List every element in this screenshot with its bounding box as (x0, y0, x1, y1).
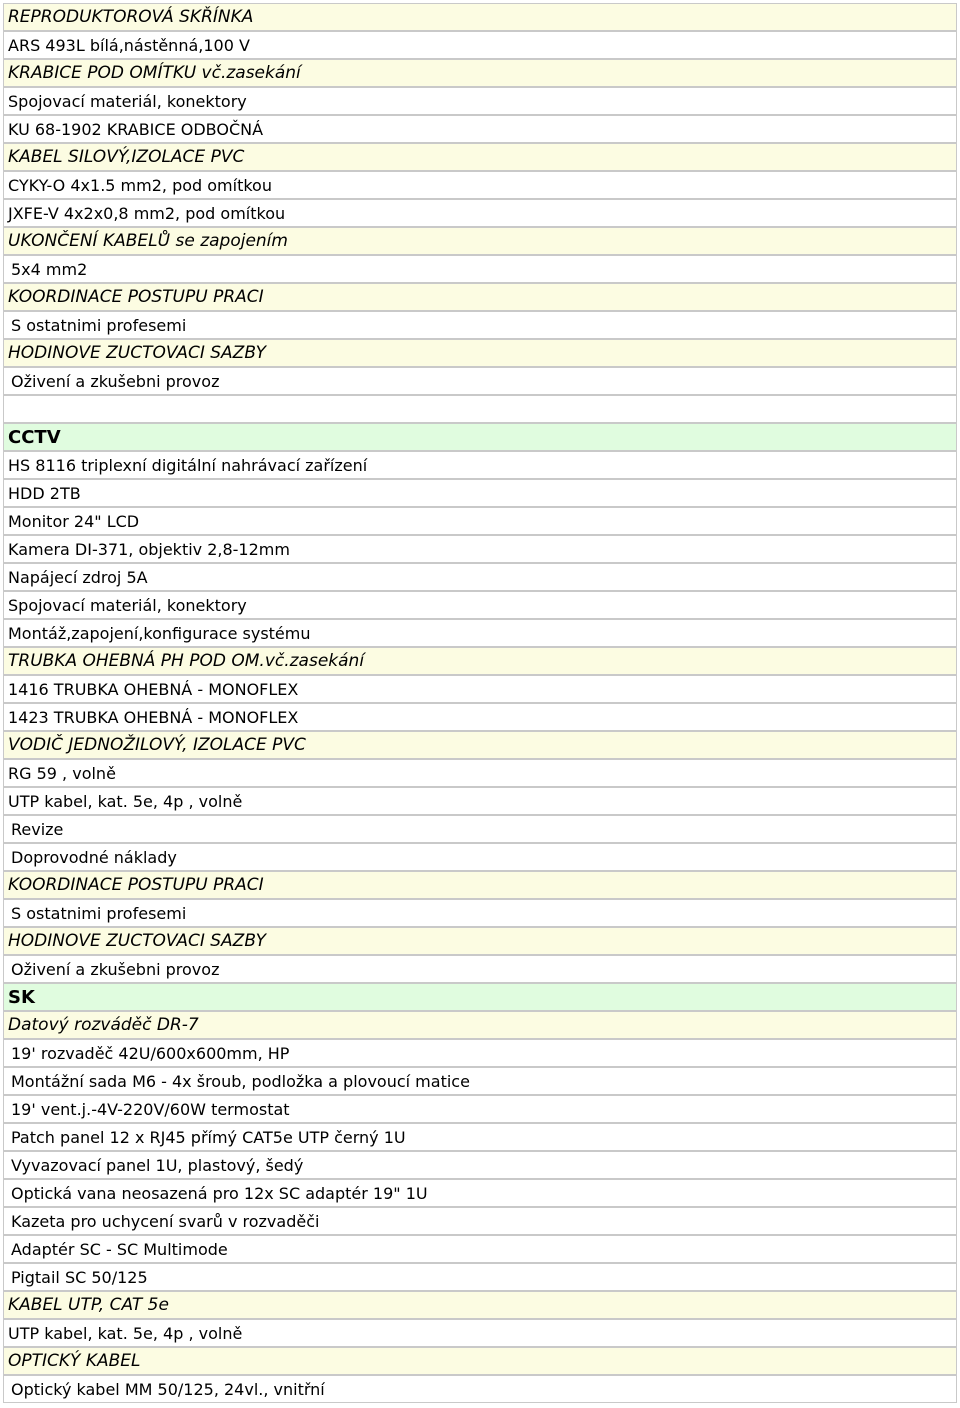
item-row[interactable] (3, 675, 957, 703)
item-row[interactable] (3, 367, 957, 395)
cell-text: HDD 2TB (8, 483, 81, 503)
cell-text: KU 68-1902 KRABICE ODBOČNÁ (8, 119, 264, 139)
item-row[interactable] (3, 899, 957, 927)
item-row[interactable] (3, 759, 957, 787)
item-row[interactable] (3, 1319, 957, 1347)
cell-text: KABEL UTP, CAT 5e (8, 1295, 169, 1315)
cell-text: KRABICE POD OMÍTKU vč.zasekání (8, 63, 301, 83)
cell-text: 19' vent.j.-4V-220V/60W termostat (11, 1099, 290, 1119)
cell-text: UKONČENÍ KABELŮ se zapojením (8, 231, 288, 251)
cell-text: Vyvazovací panel 1U, plastový, šedý (11, 1155, 304, 1175)
cell-text: Oživení a zkušebni provoz (11, 959, 220, 979)
cell-text: Montážní sada M6 - 4x šroub, podložka a plovoucí matice (11, 1071, 470, 1091)
cell-text: 1423 TRUBKA OHEBNÁ - MONOFLEX (8, 707, 299, 727)
item-row[interactable] (3, 815, 957, 843)
category-row[interactable] (3, 1011, 957, 1039)
cell-text: SK (8, 986, 35, 1008)
cell-text: HODINOVE ZUCTOVACI SAZBY (8, 931, 267, 951)
cell-text: Monitor 24" LCD (8, 511, 140, 531)
item-row[interactable] (3, 1151, 957, 1179)
item-row[interactable] (3, 535, 957, 563)
cell-text: Kamera DI-371, objektiv 2,8-12mm (8, 539, 290, 559)
cell-text: OPTICKÝ KABEL (8, 1351, 141, 1371)
cell-text: 5x4 mm2 (11, 259, 88, 279)
item-row[interactable] (3, 1067, 957, 1095)
item-row[interactable] (3, 255, 957, 283)
cell-text: JXFE-V 4x2x0,8 mm2, pod omítkou (8, 203, 286, 223)
cell-text: Adaptér SC - SC Multimode (11, 1239, 228, 1259)
cell-text: Revize (11, 819, 64, 839)
item-row[interactable] (3, 171, 957, 199)
cell-text: KOORDINACE POSTUPU PRACI (8, 875, 264, 895)
cell-text: S ostatnimi profesemi (11, 903, 187, 923)
cell-text: Spojovací materiál, konektory (8, 595, 247, 615)
spreadsheet-sheet (3, 3, 957, 1403)
cell-text: UTP kabel, kat. 5e, 4p , volně (8, 1323, 243, 1343)
cell-text: Spojovací materiál, konektory (8, 91, 247, 111)
cell-text: Napájecí zdroj 5A (8, 567, 148, 587)
category-row[interactable] (3, 283, 957, 311)
cell-text: VODIČ JEDNOŽILOVÝ, IZOLACE PVC (8, 735, 306, 755)
item-row[interactable] (3, 199, 957, 227)
category-row[interactable] (3, 1291, 957, 1319)
item-row[interactable] (3, 787, 957, 815)
item-row[interactable] (3, 1123, 957, 1151)
cell-text: S ostatnimi profesemi (11, 315, 187, 335)
cell-text: Optická vana neosazená pro 12x SC adaptér 19" 1U (11, 1183, 428, 1203)
item-row[interactable] (3, 87, 957, 115)
item-row[interactable] (3, 31, 957, 59)
item-row[interactable] (3, 311, 957, 339)
cell-text: Oživení a zkušebni provoz (11, 371, 220, 391)
item-row[interactable] (3, 1263, 957, 1291)
cell-text: HODINOVE ZUCTOVACI SAZBY (8, 343, 267, 363)
item-row[interactable] (3, 451, 957, 479)
item-row[interactable] (3, 843, 957, 871)
category-row[interactable] (3, 927, 957, 955)
section-header-row[interactable] (3, 983, 957, 1011)
item-row[interactable] (3, 1179, 957, 1207)
cell-text: CCTV (8, 426, 61, 448)
cell-text: KABEL SILOVÝ,IZOLACE PVC (8, 147, 245, 167)
item-row[interactable] (3, 1375, 957, 1403)
cell-text: Optický kabel MM 50/125, 24vl., vnitřní (11, 1379, 325, 1399)
cell-text: ARS 493L bílá,nástěnná,100 V (8, 35, 250, 55)
category-row[interactable] (3, 143, 957, 171)
cell-text: Datový rozváděč DR-7 (8, 1015, 199, 1035)
category-row[interactable] (3, 3, 957, 31)
cell-text: RG 59 , volně (8, 763, 116, 783)
item-row[interactable] (3, 1039, 957, 1067)
item-row[interactable] (3, 619, 957, 647)
item-row[interactable] (3, 563, 957, 591)
item-row[interactable] (3, 591, 957, 619)
category-row[interactable] (3, 59, 957, 87)
cell-text: 19' rozvaděč 42U/600x600mm, HP (11, 1043, 290, 1063)
cell-text: Montáž,zapojení,konfigurace systému (8, 623, 311, 643)
cell-text: CYKY-O 4x1.5 mm2, pod omítkou (8, 175, 272, 195)
item-row[interactable] (3, 1095, 957, 1123)
cell-text: HS 8116 triplexní digitální nahrávací zařízení (8, 455, 368, 475)
item-row[interactable] (3, 1207, 957, 1235)
cell-text: Patch panel 12 x RJ45 přímý CAT5e UTP černý 1U (11, 1127, 406, 1147)
cell-text: Doprovodné náklady (11, 847, 177, 867)
item-row[interactable] (3, 955, 957, 983)
category-row[interactable] (3, 339, 957, 367)
cell-text: Kazeta pro uchycení svarů v rozvaděči (11, 1211, 320, 1231)
category-row[interactable] (3, 647, 957, 675)
category-row[interactable] (3, 227, 957, 255)
cell-text: UTP kabel, kat. 5e, 4p , volně (8, 791, 243, 811)
item-row[interactable] (3, 1235, 957, 1263)
cell-text: Pigtail SC 50/125 (11, 1267, 148, 1287)
cell-text: 1416 TRUBKA OHEBNÁ - MONOFLEX (8, 679, 299, 699)
empty-row[interactable] (3, 395, 957, 423)
category-row[interactable] (3, 731, 957, 759)
section-header-row[interactable] (3, 423, 957, 451)
category-row[interactable] (3, 1347, 957, 1375)
item-row[interactable] (3, 507, 957, 535)
cell-text: KOORDINACE POSTUPU PRACI (8, 287, 264, 307)
cell-text: REPRODUKTOROVÁ SKŘÍNKA (8, 7, 254, 27)
category-row[interactable] (3, 871, 957, 899)
item-row[interactable] (3, 703, 957, 731)
item-row[interactable] (3, 115, 957, 143)
item-row[interactable] (3, 479, 957, 507)
cell-text: TRUBKA OHEBNÁ PH POD OM.vč.zasekání (8, 651, 365, 671)
